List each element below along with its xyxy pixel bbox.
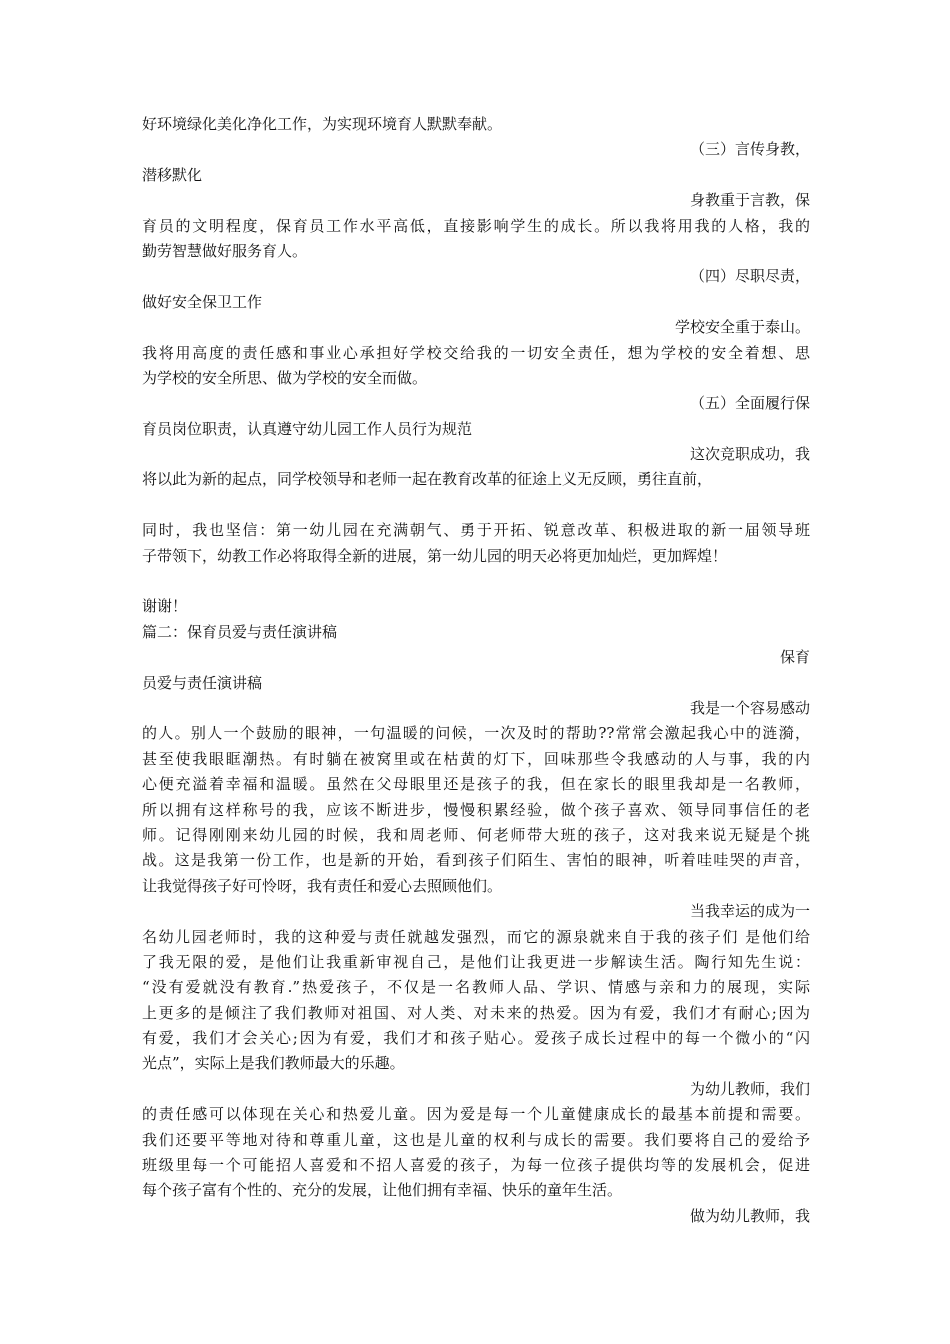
- text-line: “没有爱就没有教育.”热爱孩子，不仅是一名教师人品、学识、情感与亲和力的展现，实际: [142, 978, 810, 997]
- text-line: 光点”，实际上是我们教师最大的乐趣。: [142, 1054, 405, 1073]
- text-line: 为学校的安全所思、做为学校的安全而做。: [142, 368, 428, 387]
- text-line: 的责任感可以体现在关心和热爱儿童。因为爱是每一个儿童健康成长的最基本前提和需要。: [142, 1105, 810, 1124]
- article-title: 保育: [779, 648, 810, 667]
- section-heading: （五）全面履行保: [689, 394, 810, 413]
- paragraph-start: 这次竞职成功，我: [689, 445, 810, 464]
- document-body: [142, 112, 810, 1229]
- paragraph-start: 当我幸运的成为一: [689, 902, 810, 921]
- text-line: 有爱，我们才会关心;因为有爱，我们才和孩子贴心。爱孩子成长过程中的每一个微小的“闪: [142, 1029, 810, 1048]
- text-line: 上更多的是倾注了我们教师对祖国、对人类、对未来的热爱。因为有爱，我们才有耐心;因为: [142, 1003, 810, 1022]
- closing-thanks: 谢谢！: [142, 597, 188, 616]
- paragraph-start: 学校安全重于泰山。: [674, 318, 810, 337]
- section-heading: （四）尽职尽责，: [689, 267, 810, 286]
- text-line: 心便充溢着幸福和温暖。虽然在父母眼里还是孩子的我，但在家长的眼里我却是一名教师，: [142, 775, 810, 794]
- text-line: 将以此为新的起点，同学校领导和老师一起在教育改革的征途上义无反顾，勇往直前，: [142, 470, 713, 489]
- section-heading-continued: 育员岗位职责，认真遵守幼儿园工作人员行为规范: [142, 419, 473, 438]
- text-line: 勤劳智慧做好服务育人。: [142, 241, 308, 260]
- text-line: 班级里每一个可能招人喜爱和不招人喜爱的孩子，为每一位孩子提供均等的发展机会，促进: [142, 1156, 810, 1175]
- text-line: 甚至使我眼眶潮热。有时躺在被窝里或在枯黄的灯下，回味那些令我感动的人与事，我的内: [142, 749, 810, 768]
- section-heading-continued: 潜移默化: [142, 165, 203, 184]
- paragraph-start: 身教重于言教，保: [689, 191, 810, 210]
- text-line: 子带领下，幼教工作必将取得全新的进展，第一幼儿园的明天必将更加灿烂，更加辉煌！: [142, 546, 728, 565]
- paragraph-start: 为幼儿教师，我们: [689, 1079, 810, 1098]
- article-title-continued: 员爱与责任演讲稿: [142, 673, 263, 692]
- text-line: 所以拥有这样称号的我，应该不断进步，慢慢积累经验，做个孩子喜欢、领导同事信任的老: [142, 800, 810, 819]
- text-line: 好环境绿化美化净化工作，为实现环境育人默默奉献。: [142, 115, 503, 133]
- article-heading: 篇二：保育员爱与责任演讲稿: [142, 622, 338, 641]
- paragraph-start: 我是一个容易感动: [689, 698, 810, 717]
- text-line: 师。记得刚刚来幼儿园的时候，我和周老师、何老师带大班的孩子，这对我来说无疑是个挑: [142, 825, 810, 844]
- text-line: 名幼儿园老师时，我的这种爱与责任就越发强烈，而它的源泉就来自于我的孩子们 是他们给: [142, 927, 810, 946]
- section-heading: （三）言传身教，: [689, 140, 810, 159]
- text-line: 了我无限的爱，是他们让我重新审视自己，是他们让我更进一步解读生活。陶行知先生说：: [142, 952, 810, 971]
- blank-line: [142, 493, 810, 518]
- text-line: 我们还要平等地对待和尊重儿童，这也是儿童的权利与成长的需要。我们要将自己的爱给予: [142, 1130, 810, 1149]
- text-line: 战。这是我第一份工作，也是新的开始，看到孩子们陌生、害怕的眼神，听着哇哇哭的声音，: [142, 851, 810, 870]
- paragraph-start: 做为幼儿教师，我: [689, 1206, 810, 1225]
- text-line: 的人。别人一个鼓励的眼神，一句温暖的问候，一次及时的帮助??常常会激起我心中的涟漪，: [142, 724, 810, 743]
- text-line: 每个孩子富有个性的、充分的发展，让他们拥有幸福、快乐的童年生活。: [142, 1181, 623, 1200]
- blank-line: [142, 569, 810, 594]
- text-line: 育员的文明程度，保育员工作水平高低，直接影响学生的成长。所以我将用我的人格，我的: [142, 216, 810, 235]
- section-heading-continued: 做好安全保卫工作: [142, 292, 263, 311]
- text-line: 我将用高度的责任感和事业心承担好学校交给我的一切安全责任，想为学校的安全着想、思: [142, 343, 810, 362]
- text-line: 同时，我也坚信：第一幼儿园在充满朝气、勇于开拓、锐意改革、积极进取的新一届领导班: [142, 521, 810, 540]
- text-line: 让我觉得孩子好可怜呀，我有责任和爱心去照顾他们。: [142, 876, 503, 895]
